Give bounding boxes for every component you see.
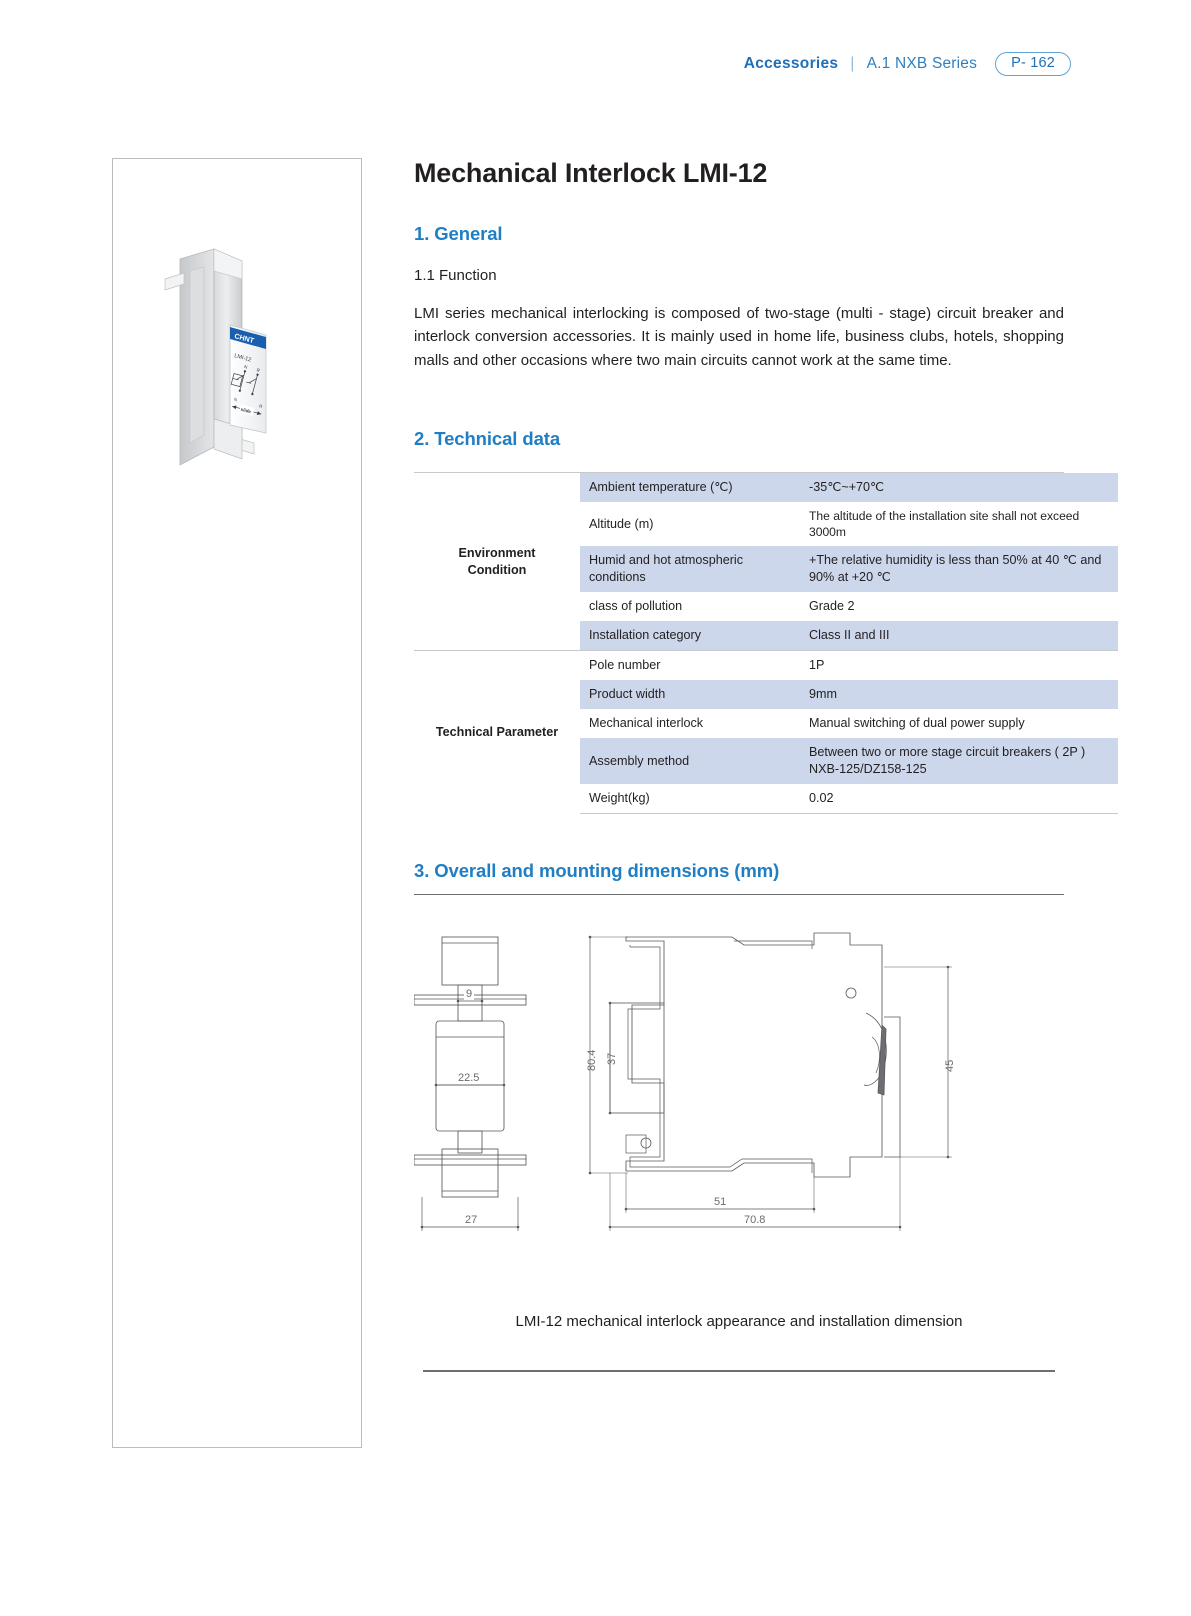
table-cell-value: 1P [800, 651, 1118, 681]
header-series-label: A.1 NXB Series [866, 54, 978, 72]
table-cell-value: Grade 2 [800, 592, 1118, 621]
section-heading-dimensions: 3. Overall and mounting dimensions (mm) [414, 860, 1064, 895]
table-cell-key: Weight(kg) [580, 784, 800, 814]
svg-text:N: N [243, 364, 248, 370]
table-cell-key: Humid and hot atmospheric conditions [580, 546, 800, 592]
dimension-drawings [414, 925, 1064, 1285]
header-accessories-label: Accessories [743, 54, 839, 72]
header-separator: | [850, 54, 855, 72]
general-body-text: LMI series mechanical interlocking is composed of two-stage (multi - stage) circuit breaker and interlock conversion accessories. It is mainly used in home life, business clubs, hotels, shopping malls and other occasions where two main circuits cannot work at the same time. [414, 305, 1064, 369]
table-cell-value: +The relative humidity is less than 50% at 40 ℃ and 90% at +20 ℃ [800, 546, 1118, 592]
row-group-label-environment [414, 473, 580, 651]
slide-label: slide [240, 406, 252, 415]
table-cell-key: Assembly method [580, 738, 800, 784]
dim-label-side-depth-front: 51 [711, 1196, 729, 1208]
slide-left-label: N [233, 396, 238, 403]
dim-label-front-width-top: 9 [466, 988, 473, 1001]
table-cell-key: Installation category [580, 621, 800, 651]
technical-data-table [414, 473, 1118, 815]
brand-text: CHNT [233, 331, 256, 346]
drawing-caption: LMI-12 mechanical interlock appearance and installation dimension [515, 1313, 963, 1331]
table-cell-key: Pole number [580, 651, 800, 681]
page-title: Mechanical Interlock LMI-12 [414, 158, 768, 188]
table-cell-value: Between two or more stage circuit breakers ( 2P ) NXB-125/DZ158-125 [800, 738, 1118, 784]
table-cell-key: Mechanical interlock [580, 709, 800, 738]
table-cell-value: -35℃~+70℃ [800, 473, 1118, 502]
page-number-badge: P- 162 [995, 52, 1071, 76]
main-content [414, 158, 1102, 1372]
section-heading-general: 1. General [414, 223, 503, 244]
dim-label-side-depth-right: 45 [944, 1060, 956, 1073]
product-photo-panel [112, 158, 362, 1448]
dimension-drawing-svg [414, 925, 1064, 1285]
group-label-line1: Environment [458, 545, 536, 560]
svg-text:R: R [256, 367, 261, 374]
product-photo [162, 237, 312, 487]
dim-label-front-width-overall: 27 [462, 1214, 480, 1226]
table-cell-value: 9mm [800, 680, 1118, 709]
dim-label-front-width-body: 22.5 [458, 1072, 480, 1085]
section-heading-technical-data: 2. Technical data [414, 427, 561, 449]
table-cell-value: 0.02 [800, 784, 1118, 814]
dim-label-side-depth-overall: 70.8 [741, 1214, 768, 1226]
table-cell-value: The altitude of the installation site shall not exceed 3000m [800, 502, 1118, 547]
slide-right-label: R [258, 403, 263, 410]
table-row [414, 473, 1118, 502]
table-cell-value: Class II and III [800, 621, 1118, 651]
table-cell-key: Altitude (m) [580, 502, 800, 547]
device-illustration [162, 237, 312, 487]
table-row [414, 651, 1118, 681]
bottom-rule [423, 1370, 1055, 1371]
page-header [744, 52, 1071, 76]
group-label-line2: Condition [467, 562, 527, 577]
row-group-label-technical-parameter: Technical Parameter [414, 651, 580, 814]
subsection-heading-function: 1.1 Function [414, 267, 497, 284]
table-cell-key: Ambient temperature (℃) [580, 473, 800, 502]
table-cell-key: class of pollution [580, 592, 800, 621]
model-text: LMI-12 [233, 353, 252, 364]
table-cell-key: Product width [580, 680, 800, 709]
dim-label-side-height-inner: 37 [606, 1053, 618, 1066]
dim-label-side-height-overall: 80.4 [586, 1049, 598, 1072]
table-cell-value: Manual switching of dual power supply [800, 709, 1118, 738]
